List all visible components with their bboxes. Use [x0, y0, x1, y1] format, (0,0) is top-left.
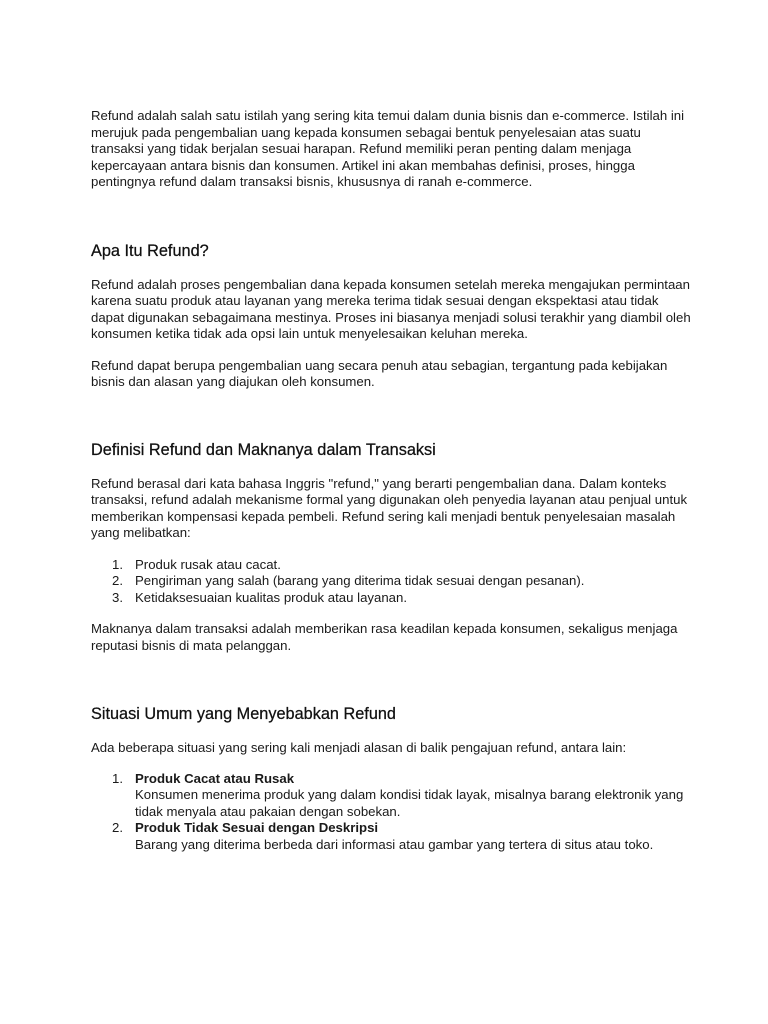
list-number: 2. — [112, 820, 123, 835]
list-item — [91, 573, 691, 590]
section-heading-apa-itu-refund: Apa Itu Refund? — [91, 241, 209, 260]
section2-paragraph-2: Maknanya dalam transaksi adalah memberikan rasa keadilan kepada konsumen, sekaligus menjaga reputasi bisnis di mata pelanggan. — [91, 621, 678, 653]
list-item-text: Pengiriman yang salah (barang yang diterima tidak sesuai dengan pesanan). — [135, 573, 585, 588]
list-item-description: Barang yang diterima berbeda dari informasi atau gambar yang tertera di situs atau toko. — [135, 836, 654, 852]
section-heading-definisi-refund: Definisi Refund dan Maknanya dalam Transaksi — [91, 440, 436, 459]
document-page — [91, 108, 691, 853]
list-item — [91, 590, 691, 607]
list-number: 2. — [112, 573, 123, 588]
section2-paragraph-1: Refund berasal dari kata bahasa Inggris "refund," yang berarti pengembalian dana. Dalam konteks transaksi, refund adalah mekanisme formal yang digunakan oleh penyedia layanan atau penjual untuk memberikan kompensasi kepada pembeli. Refund sering kali menjadi bentuk penyelesaian masalah yang melibatkan: — [91, 475, 688, 540]
list-number: 1. — [112, 770, 123, 786]
list-item — [91, 771, 691, 821]
numbered-list-reasons — [91, 557, 691, 607]
list-item-text: Produk rusak atau cacat. — [135, 556, 281, 572]
list-item-title: Produk Cacat atau Rusak — [135, 770, 295, 786]
numbered-list-situations — [91, 771, 691, 854]
section3-paragraph-1: Ada beberapa situasi yang sering kali menjadi alasan di balik pengajuan refund, antara lain: — [91, 740, 627, 755]
intro-paragraph: Refund adalah salah satu istilah yang sering kita temui dalam dunia bisnis dan e-commerce. Istilah ini merujuk pada pengembalian uang kepada konsumen sebagai bentuk penyelesaian atas suatu transaksi yang tidak berjalan sesuai harapan. Refund memiliki peran penting dalam menjaga kepercayaan antara bisnis dan konsumen. Artikel ini akan membahas definisi, proses, hingga pentingnya refund dalam transaksi bisnis, khususnya di ranah e-commerce. — [91, 108, 685, 189]
list-number: 3. — [112, 589, 123, 605]
list-item-text: Ketidaksesuaian kualitas produk atau layanan. — [135, 589, 407, 605]
section1-paragraph-1: Refund adalah proses pengembalian dana kepada konsumen setelah mereka mengajukan permintaan karena suatu produk atau layanan yang mereka terima tidak sesuai dengan ekspektasi atau tidak dapat digunakan sebagaimana mestinya. Proses ini biasanya menjadi solusi terakhir yang diambil oleh konsumen ketika tidak ada opsi lain untuk menyelesaikan keluhan mereka. — [91, 276, 691, 341]
section-heading-situasi-umum: Situasi Umum yang Menyebabkan Refund — [91, 705, 396, 723]
list-item-title: Produk Tidak Sesuai dengan Deskripsi — [135, 820, 379, 835]
list-item — [91, 557, 691, 574]
list-number: 1. — [112, 556, 123, 572]
list-item — [91, 820, 691, 853]
list-item-description: Konsumen menerima produk yang dalam kondisi tidak layak, misalnya barang elektronik yang tidak menyala atau pakaian dengan sobekan. — [135, 787, 684, 819]
section1-paragraph-2: Refund dapat berupa pengembalian uang secara penuh atau sebagian, tergantung pada kebijakan bisnis dan alasan yang diajukan oleh konsumen. — [91, 357, 668, 389]
